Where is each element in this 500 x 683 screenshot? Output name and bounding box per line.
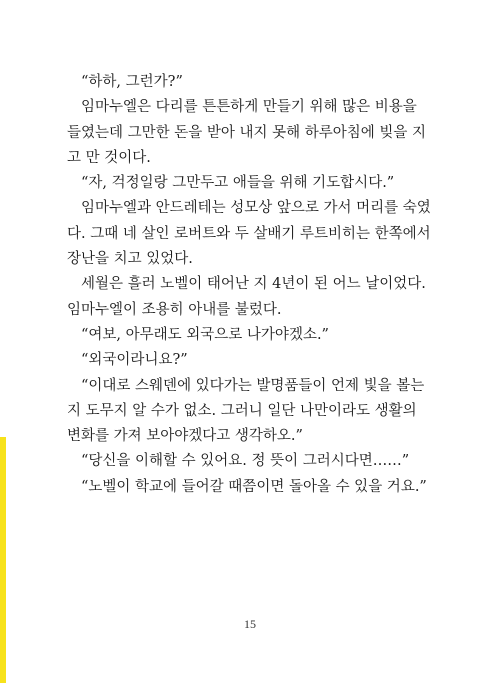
text-line: 장난을 치고 있었다. [67, 251, 193, 268]
text-line: “외국이라니요?” [81, 352, 188, 369]
yellow-edge-tab [0, 437, 6, 683]
text-line: 다. 그때 네 살인 로버트와 두 살배기 루트비히는 한쪽에서 [67, 225, 431, 242]
text-line: 세월은 흘러 노벨이 태어난 지 4년이 된 어느 날이었다. [81, 276, 426, 293]
text-line: “자, 걱정일랑 그만두고 애들을 위해 기도합시다.” [81, 175, 395, 192]
text-line: 지 도무지 알 수가 없소. 그러니 일단 나만이라도 생활의 [67, 402, 417, 419]
text-line: 고 만 것이다. [67, 149, 151, 166]
text-line: 임마누엘은 다리를 튼튼하게 만들기 위해 많은 비용을 [81, 99, 417, 116]
text-line: “이대로 스웨덴에 있다가는 발명품들이 언제 빛을 볼는 [81, 377, 425, 394]
text-line: “당신을 이해할 수 있어요. 정 뜻이 그러시다면……” [81, 453, 410, 470]
text-line: “노벨이 학교에 들어갈 때쯤이면 돌아올 수 있을 거요.” [81, 478, 427, 495]
text-line: “하하, 그런가?” [81, 74, 183, 90]
body-text [67, 70, 437, 500]
text-line: “여보, 아무래도 외국으로 나가야겠소.” [81, 326, 329, 343]
text-line: 들였는데 그만한 돈을 받아 내지 못해 하루아침에 빚을 지 [67, 124, 427, 141]
page-number: 15 [244, 617, 256, 631]
text-line: 변화를 가져 보아야겠다고 생각하오.” [67, 428, 303, 445]
text-line: 임마누엘이 조용히 아내를 불렀다. [67, 301, 282, 318]
text-line: 임마누엘과 안드레테는 성모상 앞으로 가서 머리를 숙였 [81, 200, 431, 217]
